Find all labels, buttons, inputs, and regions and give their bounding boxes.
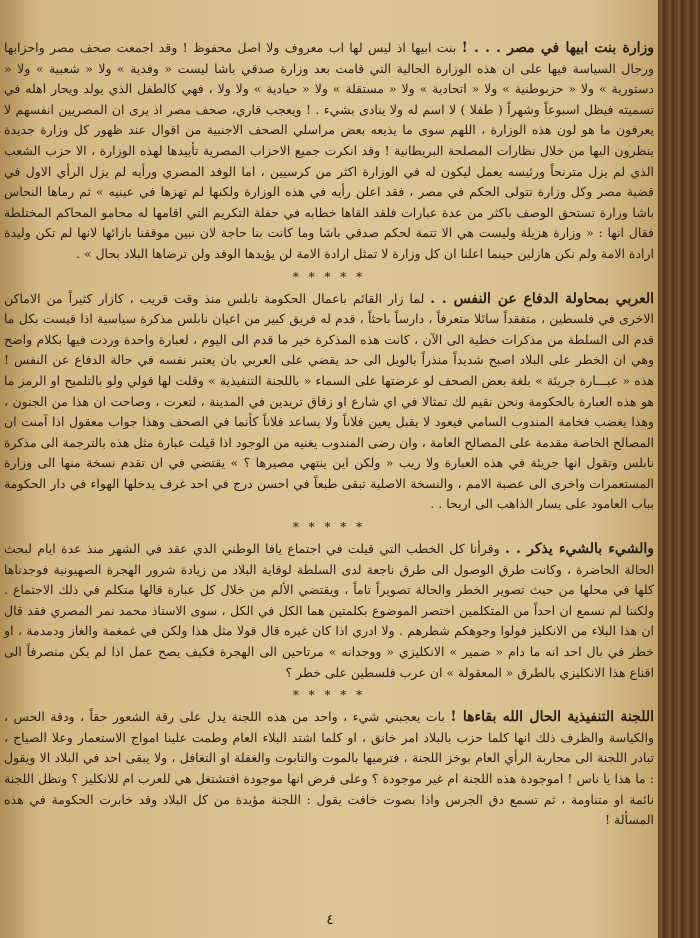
book-spine: [658, 0, 700, 938]
article-lead: اللجنة التنفيذية الحال الله بقاءها !: [450, 709, 654, 726]
page-content: [4, 38, 654, 835]
article-lead: وزارة بنت ابيها في مصر . . . !: [461, 40, 654, 56]
article-nablus-memo: [4, 289, 654, 516]
page-number: ٤: [326, 912, 334, 928]
article-lead: العربي بمحاولة الدفاع عن النفس . .: [430, 290, 655, 307]
article-body: بنت ابيها اذ ليس لها اب معروف ولا اصل محفوظ ! وقد اجمعت صحف مصر واحزابها ورجال السياسة فيها على ان هذه الوزارة الحالية التي قامت بعد وزارة صدقي باشا ليست « وفدية » ولا « شعبية » ولا « دستورية » ولا « حزبوطنية » ولا « اتحادية » ولا « مستقلة » ولا « حيادية » ولا ولا ، فهي كالطفل الذي يولد ويحار اهله في تسميته فيظل اسبوعاً وشهراً ( طفلا ) لا اسم له ولا ينادى بشيء . ! ويعجب قاري، صحف مصر اذ يرى ان المصريين انفسهم لا يعرفون ما هو لون هذه الوزارة ، اللهم سوى ما يذيعه بعض مراسلي الصحف الاجنبية من اقوال عند ظهور كل وزارة جديدة ينظرون اليها من خلال نظارات المصلحة البريطانية ! وقد انكرت جميع الاحزاب المصرية تأييدها لهذه الوزارة ، الا حزب الشعب الذي لم يزل مترنحاً ورئيسه يعمل ليكون له في الوزارة اكثر من كرسيين ، اما الوفد المصري ورأيه لم يزل الرأي الاول في قضية مصر وكل وزارة تتولى الحكم في مصر ، فقد اعلن رأيه في هذه الوزارة ولكنها لم تهزها في عينيه » ثم رماها النحاس باشا وزارة تستحق الوصف باكثر من عدة عبارات فلقد القاها خطابه في حفلة التكريم التي اقامها له محامو المحاكم المختلطة فقال انها : « وزارة هزيلة وليست هي الا تتمة لحكم صدقي باشا وما كانت بنا حاجة لان نبين موقفنا بازائها لانها لم تكن وليدة ارادة الامة ولم نكن هازلين حينما اعلنا ان كل وزارة لا تمثل ارادة الامة لن يؤيدها الوفد ولن ترضاها البلاد بحال » .: [4, 40, 654, 261]
section-separator: * * * * *: [292, 269, 366, 284]
section-separator: * * * * *: [292, 688, 366, 703]
article-paragraph: [4, 539, 654, 683]
article-paragraph: [4, 38, 654, 265]
section-separator: * * * * *: [292, 520, 366, 535]
article-egypt-ministry: [4, 38, 654, 265]
article-lead: والشيء بالشيء يذكر . .: [504, 541, 654, 558]
article-jaffa-meeting: [4, 539, 654, 683]
article-paragraph: [4, 289, 654, 516]
article-body: وقرأنا كل الخطب التي قيلت في اجتماع يافا الوطني الذي عقد في الشهر منذ عدة ايام لبحث الحالة الحاضرة ، وكانت طرق الوصول الى طرق ناجعة لدى السلطة لوقاية البلاد من زيادة شرور الهجرة الصهيونية فوجدناها كلها في محلها من حيث تصوير الخطر والحالة تصويراً تاماً ، ويقتضي الألم من خلال كل عبارة قالها متكلم في ذلك الاجتماع . ولكننا لم نسمع ان احداً من المتكلمين اختصر الموضوع بكلمتين هما الكل في الكل ، سوى الاستاذ محمد نمر المصري فقد قال ان هذا البلاء من الانكليز فولوا وجوهكم شطرهم . ولا ادري اذا كان غيره قال قولا مثل هذا ولكن في غمغمة والغاز ودمدمة ، او خطر في بال احد انه ما دام « ضمير » الانكليزي « ووجدانه » مرتاحين الى الهجرة فكيف يصح عمل اذا لم يكن منصرفاً الى اقناع هذا الانكليزي بالطرق « المعقولة » ان عرب فلسطين على خطر ؟: [4, 541, 654, 680]
article-paragraph: [4, 707, 654, 831]
article-executive-committee: [4, 707, 654, 831]
article-body: بات يعجبني شيء ، واحد من هذه اللجنة يدل على رقة الشعور حقاً ، ودقة الحس ، والكياسة والظرف ذلك انها كلما حزب بالبلاد امر خانق ، او كلما اشتد البلاء العام وطمت علينا امواج الاستعمار وعلا الصياح ، تبادر اللجنة الى محاربة الرأي العام بوخز اللجنة ، فترميها بالموت والتابوت والغفلة او التغافل ، ولا يبقى احد في البلاد الا ويقول : ما هذا يا ناس ! اموجودة هذه اللجنة ام غير موجودة ؟ وعلى فرض انها موجودة افتشتغل هي للعرب ام للانكليز ؟ وتظل اللجنة نائمة او متناومة ، ثم تسمع دق الجرس واذا بصوت خافت يقول : اللجنة مؤيدة من كل البلاد وقد خابرت الحكومة في هذه المسألة !: [4, 709, 654, 828]
article-body: لما زار القائم باعمال الحكومة نابلس منذ وقت قريب ، كازار كثيراً من الاماكن الاخرى في فلسطين ، متفقداً سائلا متعرفاً ، دارساً باحثاً ، قدم له فريق كبير من اعيان نابلس مذكرة سياسية اذا قيست بكل ما قدم الى السلطة من مذكرات خطية الى الآن ، كانت هذه المذكرة خير ما قدم الى اليوم ، لعبارة واحدة وردت فيها بكلام واضح وهي ان الخطر على البلاد اصبح شديداً منذراً بالويل الى حد يقضي على العربي بان يعتبر نفسه في حالة الدفاع عن النفس ! هذه « عبـــارة جريئة » بلغة بعض الصحف لو عرضتها على السماء « باللجنة التنفيذية » وقلت لها قولي ولو بالتلميح او الرمز ما هو هذه العبارة بالحكومة ونحن نقيم لك تمثالا في اي شارع او زقاق تريدين في المدينة ، لتعرت ، وصاحت ان هذا من الجنون ، وهذا يغضب فخامة المندوب السامي فيعود لا يقبل يعين فلاناً ولا يساعد فلاناً كأنما في الصحف وهذا جواب معقول اذا آمنت ان المصالح الخاصة مقدمة على المصالح العامة ، وان رضى المندوب يغنيه من الوجود اذا قيلت عبارة مثل هذه بالترجمة الى مذكرة نابلس وتقول انها جريئة في هذه العبارة ولا ريب « ولكن اين ينتهي مصيرها ؟ » يقتضي في ان تقدم نسخة منها الى وزارة المستعمرات واخرى الى عصبة الامم ، والنسخة الاصلية تبقى طبعاً في احسن درج في احد غرف يدخلها الهواء في دار الحكومة بباب العامود على يسار الذاهب الى اريحا . .: [4, 290, 654, 512]
